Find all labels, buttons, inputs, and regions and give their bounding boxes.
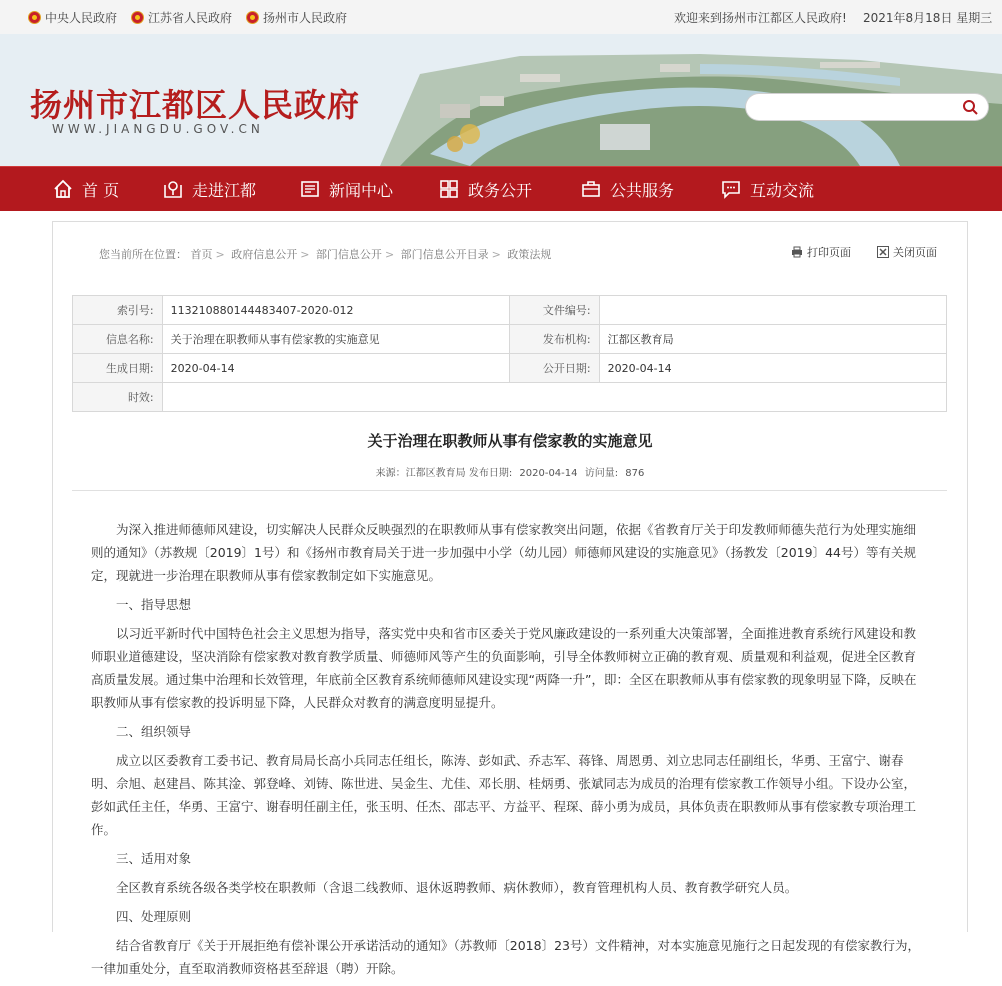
nav-news[interactable]: [299, 167, 393, 211]
close-page-button[interactable]: [877, 244, 937, 260]
document-meta-table: [72, 295, 947, 412]
content-panel: [52, 221, 968, 976]
breadcrumb-link[interactable]: 部门信息公开: [315, 248, 382, 261]
breadcrumb-link[interactable]: 部门信息公开目录: [400, 248, 489, 261]
header-banner: [0, 34, 1002, 166]
nav-gov-affairs[interactable]: [438, 167, 532, 211]
article-source: 来源：江都区教育局: [375, 468, 466, 479]
link-central-gov[interactable]: [28, 9, 117, 26]
section-heading: 一、指导思想: [116, 597, 192, 612]
divider: [72, 490, 947, 491]
meta-index-value: 113210880144483407-2020-012: [162, 296, 509, 325]
article-views: 876: [625, 468, 645, 479]
national-emblem-icon: [131, 11, 144, 24]
meta-label: 发布机构:: [509, 325, 599, 354]
nav-interaction[interactable]: [720, 167, 814, 211]
article-title: 关于治理在职教师从事有偿家教的实施意见: [367, 432, 653, 450]
chat-bubble-icon: [720, 178, 742, 200]
nav-about[interactable]: [162, 167, 256, 211]
breadcrumb-link[interactable]: 首页: [190, 248, 213, 261]
paragraph: 成立以区委教育工委书记、教育局局长高小兵同志任组长，陈涛、彭如武、乔志军、蒋锋、周恩勇、刘立忠同志任副组长，华勇、王富宁、谢春明、佘旭、赵建昌、陈其淦、郭登峰、刘铸、陈世进、吴金生、尤佳、邓长朋、桂炳勇、张斌同志为成员的治理有偿家教工作领导小组。下设办公室，彭如武任主任，华勇、王富宁、谢春明任副主任，张玉明、任杰、邵志平、方益平、程琛、薛小勇为成员，具体负责在职教师从事有偿家教专项治理工作。: [91, 753, 917, 837]
meta-label: 公开日期:: [509, 354, 599, 383]
meta-created-value: 2020-04-14: [162, 354, 509, 383]
map-pin-icon: [162, 178, 184, 200]
breadcrumb-link[interactable]: 政策法规: [507, 248, 552, 261]
link-label: 江苏省人民政府: [148, 11, 233, 25]
top-bar: [0, 0, 1002, 35]
meta-label: 时效:: [73, 383, 163, 412]
current-date: 2021年8月18日 星期三: [863, 11, 993, 25]
briefcase-icon: [580, 178, 602, 200]
meta-label: 索引号:: [73, 296, 163, 325]
nav-label: 走进江都: [192, 180, 257, 200]
nav-label: 新闻中心: [329, 180, 394, 200]
top-links: [28, 9, 347, 26]
nav-label: 互动交流: [750, 180, 815, 200]
meta-doc-no-value: [599, 296, 946, 325]
article-date-label: 发布日期:: [468, 468, 513, 479]
article-date: 2020-04-14: [519, 468, 578, 479]
search-icon[interactable]: [962, 99, 978, 115]
nav-public-service[interactable]: [580, 167, 674, 211]
article-body: [91, 518, 927, 986]
page-tools: [791, 244, 937, 260]
meta-label: 生成日期:: [73, 354, 163, 383]
nav-label: 首 页: [82, 180, 120, 200]
main-nav: [0, 166, 1002, 211]
link-label: 扬州市人民政府: [263, 11, 348, 25]
nav-label: 政务公开: [468, 180, 533, 200]
search-input[interactable]: [746, 94, 988, 120]
meta-info-name-value: 关于治理在职教师从事有偿家教的实施意见: [162, 325, 509, 354]
article-views-label: 访问量:: [584, 468, 619, 479]
breadcrumb-prefix: 您当前所在位置：: [99, 248, 187, 261]
site-url: WWW.JIANGDU.GOV.CN: [52, 122, 264, 136]
national-emblem-icon: [28, 11, 41, 24]
link-province-gov[interactable]: [131, 9, 232, 26]
print-button[interactable]: [791, 244, 851, 260]
meta-public-value: 2020-04-14: [599, 354, 946, 383]
nav-label: 公共服务: [610, 180, 675, 200]
paragraph: 为深入推进师德师风建设，切实解决人民群众反映强烈的在职教师从事有偿家教突出问题，依据《省教育厅关于印发教师师德失范行为处理实施细则的通知》（苏教规〔2019〕1号）和《扬州市教育局关于进一步加强中小学（幼儿园）师德师风建设的实施意见》（扬教发〔2019〕44号）等有关规定，现就进一步治理在职教师从事有偿家教制定如下实施意见。: [91, 522, 917, 583]
meta-publisher-value: 江都区教育局: [599, 325, 946, 354]
section-heading: 四、处理原则: [116, 909, 192, 924]
close-icon: [877, 246, 889, 258]
print-icon: [791, 246, 803, 258]
link-city-gov[interactable]: [246, 9, 347, 26]
newspaper-icon: [299, 178, 321, 200]
home-icon: [52, 178, 74, 200]
paragraph: 结合省教育厅《关于开展拒绝有偿补课公开承诺活动的通知》（苏教师〔2018〕23号）文件精神，对本实施意见施行之日起发现的有偿家教行为，一律加重处分，直至取消教师资格甚至辞退（聘）开除。: [91, 938, 920, 976]
welcome-text: 欢迎来到扬州市江都区人民政府!: [674, 11, 847, 25]
meta-label: 信息名称:: [73, 325, 163, 354]
site-title: 扬州市江都区人民政府: [30, 86, 361, 124]
print-label: 打印页面: [807, 246, 851, 259]
grid-icon: [438, 178, 460, 200]
section-heading: 二、组织领导: [116, 724, 192, 739]
link-label: 中央人民政府: [45, 11, 118, 25]
paragraph: 以习近平新时代中国特色社会主义思想为指导，落实党中央和省市区委关于党风廉政建设的一系列重大决策部署，全面推进教育系统行风建设和教师职业道德建设，坚决消除有偿家教对教育教学质量、师德师风等产生的负面影响，引导全体教师树立正确的教育观、质量观和利益观，促进全区教育高质量发展。通过集中治理和长效管理，年底前全区教育系统师德师风建设实现“两降一升”，即：全区在职教师从事有偿家教的现象明显下降，反映在职教师从事有偿家教的投诉明显下降，人民群众对教育的满意度明显提升。: [91, 626, 917, 710]
national-emblem-icon: [246, 11, 259, 24]
article-meta: [53, 464, 967, 479]
meta-validity-value: [162, 383, 946, 412]
close-label: 关闭页面: [893, 246, 937, 259]
breadcrumb: 您当前所在位置： 首页 > 政府信息公开 > 部门信息公开 > 部门信息公开目录 > 政策法规: [99, 248, 552, 261]
meta-label: 文件编号:: [509, 296, 599, 325]
paragraph: 全区教育系统各级各类学校在职教师（含退二线教师、退休返聘教师、病休教师），教育管理机构人员、教育教学研究人员。: [116, 880, 798, 895]
section-heading: 三、适用对象: [116, 851, 192, 866]
breadcrumb-link[interactable]: 政府信息公开: [231, 248, 298, 261]
nav-home[interactable]: [52, 167, 119, 211]
